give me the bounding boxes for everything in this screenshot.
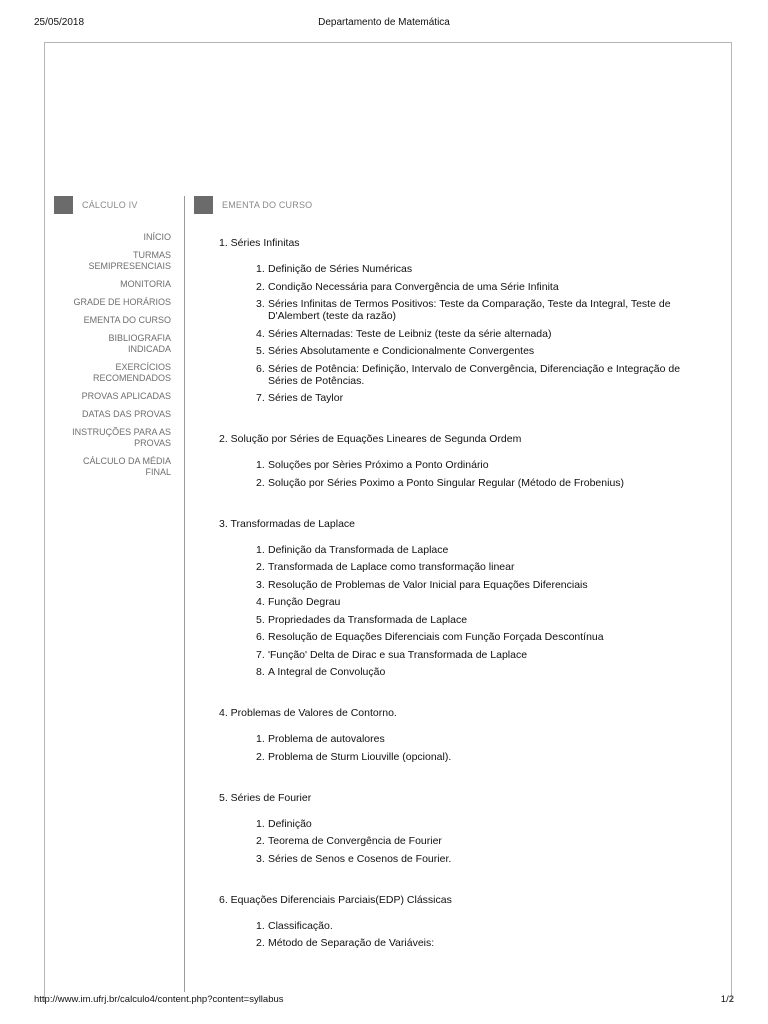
list-item-text: Séries de Potência: Definição, Intervalo de Convergência, Diferenciação e Integração de	[268, 362, 681, 375]
main-heading	[194, 196, 312, 214]
list-item-number: 2.	[256, 750, 265, 763]
list-item-text: A Integral de Convolução	[268, 666, 386, 678]
sidebar-nav-link-label: RECOMENDADOS	[92, 373, 171, 383]
sidebar-nav-link-label: TURMAS	[133, 250, 171, 260]
syllabus-topic	[219, 236, 719, 404]
list-item	[256, 263, 719, 275]
sidebar-nav-link-label: MONITORIA	[120, 279, 171, 289]
list-item-number: 3.	[256, 852, 265, 865]
list-item-number: 8.	[256, 666, 265, 678]
list-item-number: 5.	[256, 613, 265, 626]
list-item-number: 2.	[256, 937, 265, 949]
list-item-text: Solução por Séries Poximo a Ponto Singular Regular (Método de Frobenius)	[268, 476, 625, 489]
list-item-text: Séries Alternadas: Teste de Leibniz (teste da série alternada)	[268, 327, 552, 340]
list-item-text: Propriedades da Transformada de Laplace	[268, 613, 468, 626]
sidebar-nav-link-label: FINAL	[145, 467, 171, 477]
list-item-text: Soluções por Sèries Próximo a Ponto Ordinário	[268, 459, 489, 471]
list-item-text: Transformada de Laplace como transformação linear	[268, 561, 515, 573]
sidebar-nav-link[interactable]	[58, 297, 171, 308]
list-item	[256, 596, 719, 608]
list-item-number: 1.	[256, 817, 265, 830]
print-page-title: Departamento de Matemática	[318, 17, 450, 28]
list-item-text: D'Alembert (teste da razão)	[268, 310, 397, 322]
sidebar-nav-link[interactable]	[58, 333, 171, 355]
list-item	[256, 363, 719, 387]
list-item	[256, 544, 719, 556]
print-footer	[0, 994, 768, 1008]
list-item-text: Definição	[268, 817, 312, 830]
list-item	[256, 631, 719, 643]
syllabus-content	[219, 236, 719, 977]
list-item-text: Método de Separação de Variáveis:	[268, 937, 435, 949]
list-item	[256, 818, 719, 830]
list-item	[256, 345, 719, 357]
sidebar-nav-link-label: EXERCÍCIOS	[115, 362, 171, 372]
list-item	[256, 751, 719, 763]
list-item	[256, 614, 719, 626]
list-item-number: 6.	[256, 631, 265, 643]
sidebar-nav-link[interactable]	[58, 279, 171, 290]
list-item-text: Função Degrau	[268, 596, 341, 608]
syllabus-topic	[219, 791, 719, 865]
list-item	[256, 392, 719, 404]
topic-title: 5. Séries de Fourier	[219, 791, 312, 804]
sidebar-nav-link-label: SEMIPRESENCIAIS	[88, 261, 171, 271]
list-item-text: Séries Infinitas de Termos Positivos: Teste da Comparação, Teste da Integral, Teste de	[268, 298, 671, 310]
list-item	[256, 298, 719, 322]
list-item-number: 6.	[256, 362, 265, 375]
list-item	[256, 666, 719, 678]
print-url: http://www.im.ufrj.br/calculo4/content.php?content=syllabus	[34, 994, 284, 1005]
sidebar-nav-link[interactable]	[58, 391, 171, 402]
list-item	[256, 937, 719, 949]
sidebar-heading	[54, 196, 138, 214]
list-item-number: 3.	[256, 578, 265, 591]
list-item-number: 2.	[256, 476, 265, 489]
topic-item-list	[219, 920, 719, 950]
list-item-text: Condição Necessária para Convergência de uma Série Infinita	[268, 280, 559, 293]
sidebar-nav-link-label: GRADE DE HORÁRIOS	[73, 297, 171, 307]
sidebar-nav-link[interactable]	[58, 232, 171, 243]
list-item-text: Resolução de Problemas de Valor Inicial para Equações Diferenciais	[268, 578, 588, 591]
sidebar-nav-link-label: CÁLCULO DA MÉDIA	[82, 456, 171, 466]
sidebar-nav-link[interactable]	[58, 315, 171, 326]
sidebar-nav-link[interactable]	[58, 427, 171, 449]
list-item-number: 1.	[256, 919, 265, 932]
list-item-number: 2.	[256, 835, 265, 847]
list-item	[256, 561, 719, 573]
sidebar-heading-label: CÁLCULO IV	[82, 200, 138, 210]
list-item-number: 4.	[256, 327, 265, 340]
list-item	[256, 477, 719, 489]
list-item	[256, 733, 719, 745]
list-item	[256, 281, 719, 293]
print-header	[0, 17, 768, 31]
topic-item-list	[219, 818, 719, 865]
topic-title: 2. Solução por Séries de Equações Lineares de Segunda Ordem	[219, 433, 522, 445]
heading-square-icon	[194, 196, 213, 214]
sidebar-nav-link[interactable]	[58, 456, 171, 478]
topic-item-list	[219, 733, 719, 763]
sidebar-nav-link-label: INSTRUÇÕES PARA AS	[72, 427, 171, 437]
sidebar-nav-link-label: DATAS DAS PROVAS	[81, 409, 171, 419]
sidebar-nav-link-label: EMENTA DO CURSO	[83, 315, 171, 325]
list-item	[256, 328, 719, 340]
list-item-text: Definição de Séries Numéricas	[268, 263, 413, 275]
list-item-number: 1.	[256, 459, 265, 471]
sidebar-nav-link-label: INÍCIO	[143, 232, 171, 242]
list-item-number: 7.	[256, 648, 265, 661]
sidebar-nav-link[interactable]	[58, 362, 171, 384]
print-page-number: 1/2	[720, 994, 734, 1005]
list-item-number: 1.	[256, 733, 265, 745]
main-heading-label: EMENTA DO CURSO	[222, 200, 313, 210]
list-item-text: Teorema de Convergência de Fourier	[268, 835, 442, 847]
sidebar-nav-link[interactable]	[58, 250, 171, 272]
list-item-number: 5.	[256, 345, 265, 357]
print-date: 25/05/2018	[34, 17, 85, 28]
list-item-text: Séries de Senos e Cosenos de Fourier.	[268, 852, 452, 865]
list-item	[256, 459, 719, 471]
topic-title: 3. Transformadas de Laplace	[219, 517, 355, 530]
list-item	[256, 853, 719, 865]
list-item-number: 2.	[256, 561, 265, 573]
list-item-number: 7.	[256, 392, 265, 404]
topic-item-list	[219, 544, 719, 679]
list-item-text: Classificação.	[268, 919, 333, 932]
list-item-text: Séries Absolutamente e Condicionalmente Convergentes	[268, 345, 535, 357]
list-item-number: 3.	[256, 298, 265, 310]
list-item	[256, 835, 719, 847]
topic-item-list	[219, 459, 719, 489]
sidebar-nav-link[interactable]	[58, 409, 171, 420]
column-divider	[184, 196, 185, 992]
list-item-text: Definição da Transformada de Laplace	[268, 543, 449, 556]
topic-title: 1. Séries Infinitas	[219, 237, 300, 249]
list-item	[256, 920, 719, 932]
sidebar-nav-link-label: PROVAS APLICADAS	[81, 391, 171, 401]
topic-title: 6. Equações Diferenciais Parciais(EDP) Clássicas	[219, 893, 452, 906]
list-item-text: 'Função' Delta de Dirac e sua Transformada de Laplace	[268, 648, 528, 661]
list-item-number: 4.	[256, 596, 265, 608]
list-item-number: 1.	[256, 263, 265, 275]
list-item	[256, 579, 719, 591]
list-item-text: Resolução de Equações Diferenciais com Função Forçada Descontínua	[268, 631, 604, 643]
list-item-number: 1.	[256, 543, 265, 556]
topic-item-list	[219, 263, 719, 404]
sidebar-nav	[58, 232, 171, 485]
list-item	[256, 649, 719, 661]
list-item-text: Problema de autovalores	[268, 733, 385, 745]
syllabus-topic	[219, 517, 719, 679]
syllabus-topic	[219, 706, 719, 763]
list-item-text: Séries de Potências.	[268, 374, 365, 387]
list-item-number: 2.	[256, 280, 265, 293]
syllabus-topic	[219, 893, 719, 950]
heading-square-icon	[54, 196, 73, 214]
topic-title: 4. Problemas de Valores de Contorno.	[219, 707, 397, 719]
sidebar-nav-link-label: PROVAS	[134, 438, 171, 448]
syllabus-topic	[219, 432, 719, 489]
sidebar-nav-link-label: BIBLIOGRAFIA	[108, 333, 171, 343]
list-item-text: Séries de Taylor	[268, 392, 344, 404]
list-item-text: Problema de Sturm Liouville (opcional).	[268, 750, 452, 763]
sidebar-nav-link-label: INDICADA	[127, 344, 171, 354]
